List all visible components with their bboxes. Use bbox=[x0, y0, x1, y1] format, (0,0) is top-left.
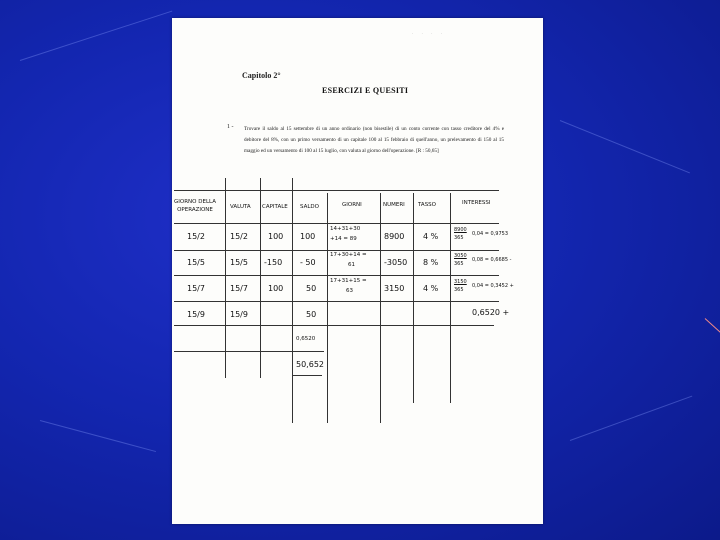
cell-capitale: -150 bbox=[264, 258, 283, 267]
cell-saldo: 50 bbox=[306, 310, 317, 319]
cell-giorno: 15/7 bbox=[187, 284, 205, 293]
cell-valuta: 15/2 bbox=[230, 232, 248, 241]
cell-giorno: 15/9 bbox=[187, 310, 205, 319]
header-giorni: GIORNI bbox=[342, 202, 362, 208]
table-rule bbox=[327, 193, 328, 423]
red-line-mark bbox=[705, 318, 720, 339]
cell-giorni-line2: 63 bbox=[346, 288, 353, 294]
cell-valuta: 15/9 bbox=[230, 310, 248, 319]
cell-interessi-den: 365 bbox=[454, 261, 464, 267]
cell-giorni-line2: +14 = 89 bbox=[330, 236, 357, 242]
header-numeri: NUMERI bbox=[383, 202, 405, 208]
background-streak bbox=[20, 11, 172, 61]
saldo-final: 50,652 bbox=[296, 360, 324, 369]
header-interessi: INTERESSI bbox=[462, 200, 491, 206]
cell-giorni-line1: 17+30+14 = bbox=[330, 252, 367, 258]
table-rule bbox=[292, 178, 293, 423]
exercise-number: 1 - bbox=[227, 124, 234, 130]
cell-capitale: 100 bbox=[268, 232, 284, 241]
cell-giorni-line1: 14+31+30 bbox=[330, 226, 361, 232]
scanned-page bbox=[172, 18, 543, 524]
cell-numeri: 8900 bbox=[384, 232, 405, 241]
background-streak bbox=[570, 396, 693, 441]
cell-interessi-den: 365 bbox=[454, 235, 464, 241]
table-rule bbox=[225, 178, 226, 378]
table-rule bbox=[292, 375, 322, 376]
cell-numeri: -3050 bbox=[384, 258, 408, 267]
cell-interessi-num: 3150 bbox=[454, 279, 467, 285]
table-rule bbox=[174, 325, 494, 326]
table-rule bbox=[174, 351, 324, 352]
cell-numeri: 3150 bbox=[384, 284, 405, 293]
page-top-marks: ' ' ' ' bbox=[412, 32, 446, 37]
header-giorno: GIORNO DELLA OPERAZIONE bbox=[174, 199, 216, 213]
cell-interessi-result: 0,08 = 0,6685 - bbox=[472, 257, 512, 263]
cell-valuta: 15/7 bbox=[230, 284, 248, 293]
table-rule bbox=[174, 190, 499, 191]
cell-saldo: - 50 bbox=[300, 258, 316, 267]
cell-valuta: 15/5 bbox=[230, 258, 248, 267]
cell-giorno: 15/5 bbox=[187, 258, 205, 267]
cell-interessi-den: 365 bbox=[454, 287, 464, 293]
cell-interessi-num: 8900 bbox=[454, 227, 467, 233]
header-saldo: SALDO bbox=[300, 204, 319, 210]
cell-giorni-line2: 61 bbox=[348, 262, 355, 268]
cell-tasso: 8 % bbox=[423, 258, 439, 267]
chapter-title: Capitolo 2° bbox=[242, 71, 281, 80]
header-valuta: VALUTA bbox=[230, 204, 251, 210]
saldo-interest-total: 0,6520 bbox=[296, 336, 316, 342]
cell-interessi-num: 3050 bbox=[454, 253, 467, 259]
cell-interessi-result: 0,04 = 0,9753 bbox=[472, 231, 508, 237]
exercise-text: Trovare il saldo al 15 settembre di un anno ordinario (non bisestile) di un conto corrente con tasso creditore del 4% e debitore del 8%, con un primo versamento di un capitale 100 al 15 febbraio di quell'anno, un prelevamento di 150 al 15 maggio ed un versamento di 100 al 15 luglio, con valuta al giorno dell'operazione. [R : 50,65] bbox=[244, 126, 504, 154]
header-tasso: TASSO bbox=[418, 202, 437, 208]
table-rule bbox=[413, 193, 414, 403]
table-rule bbox=[450, 193, 451, 403]
cell-interessi-result: 0,04 = 0,3452 + bbox=[472, 283, 514, 289]
background-streak bbox=[40, 420, 156, 452]
table-rule bbox=[380, 193, 381, 423]
cell-tasso: 4 % bbox=[423, 232, 439, 241]
cell-capitale: 100 bbox=[268, 284, 284, 293]
table-rule bbox=[260, 178, 261, 378]
cell-interessi-result: 0,6520 + bbox=[472, 308, 510, 317]
section-heading: ESERCIZI E QUESITI bbox=[322, 86, 409, 95]
header-capitale: CAPITALE bbox=[262, 204, 288, 210]
cell-giorni-line1: 17+31+15 = bbox=[330, 278, 367, 284]
cell-tasso: 4 % bbox=[423, 284, 439, 293]
cell-saldo: 50 bbox=[306, 284, 317, 293]
cell-saldo: 100 bbox=[300, 232, 316, 241]
background-streak bbox=[560, 120, 690, 173]
cell-giorno: 15/2 bbox=[187, 232, 205, 241]
